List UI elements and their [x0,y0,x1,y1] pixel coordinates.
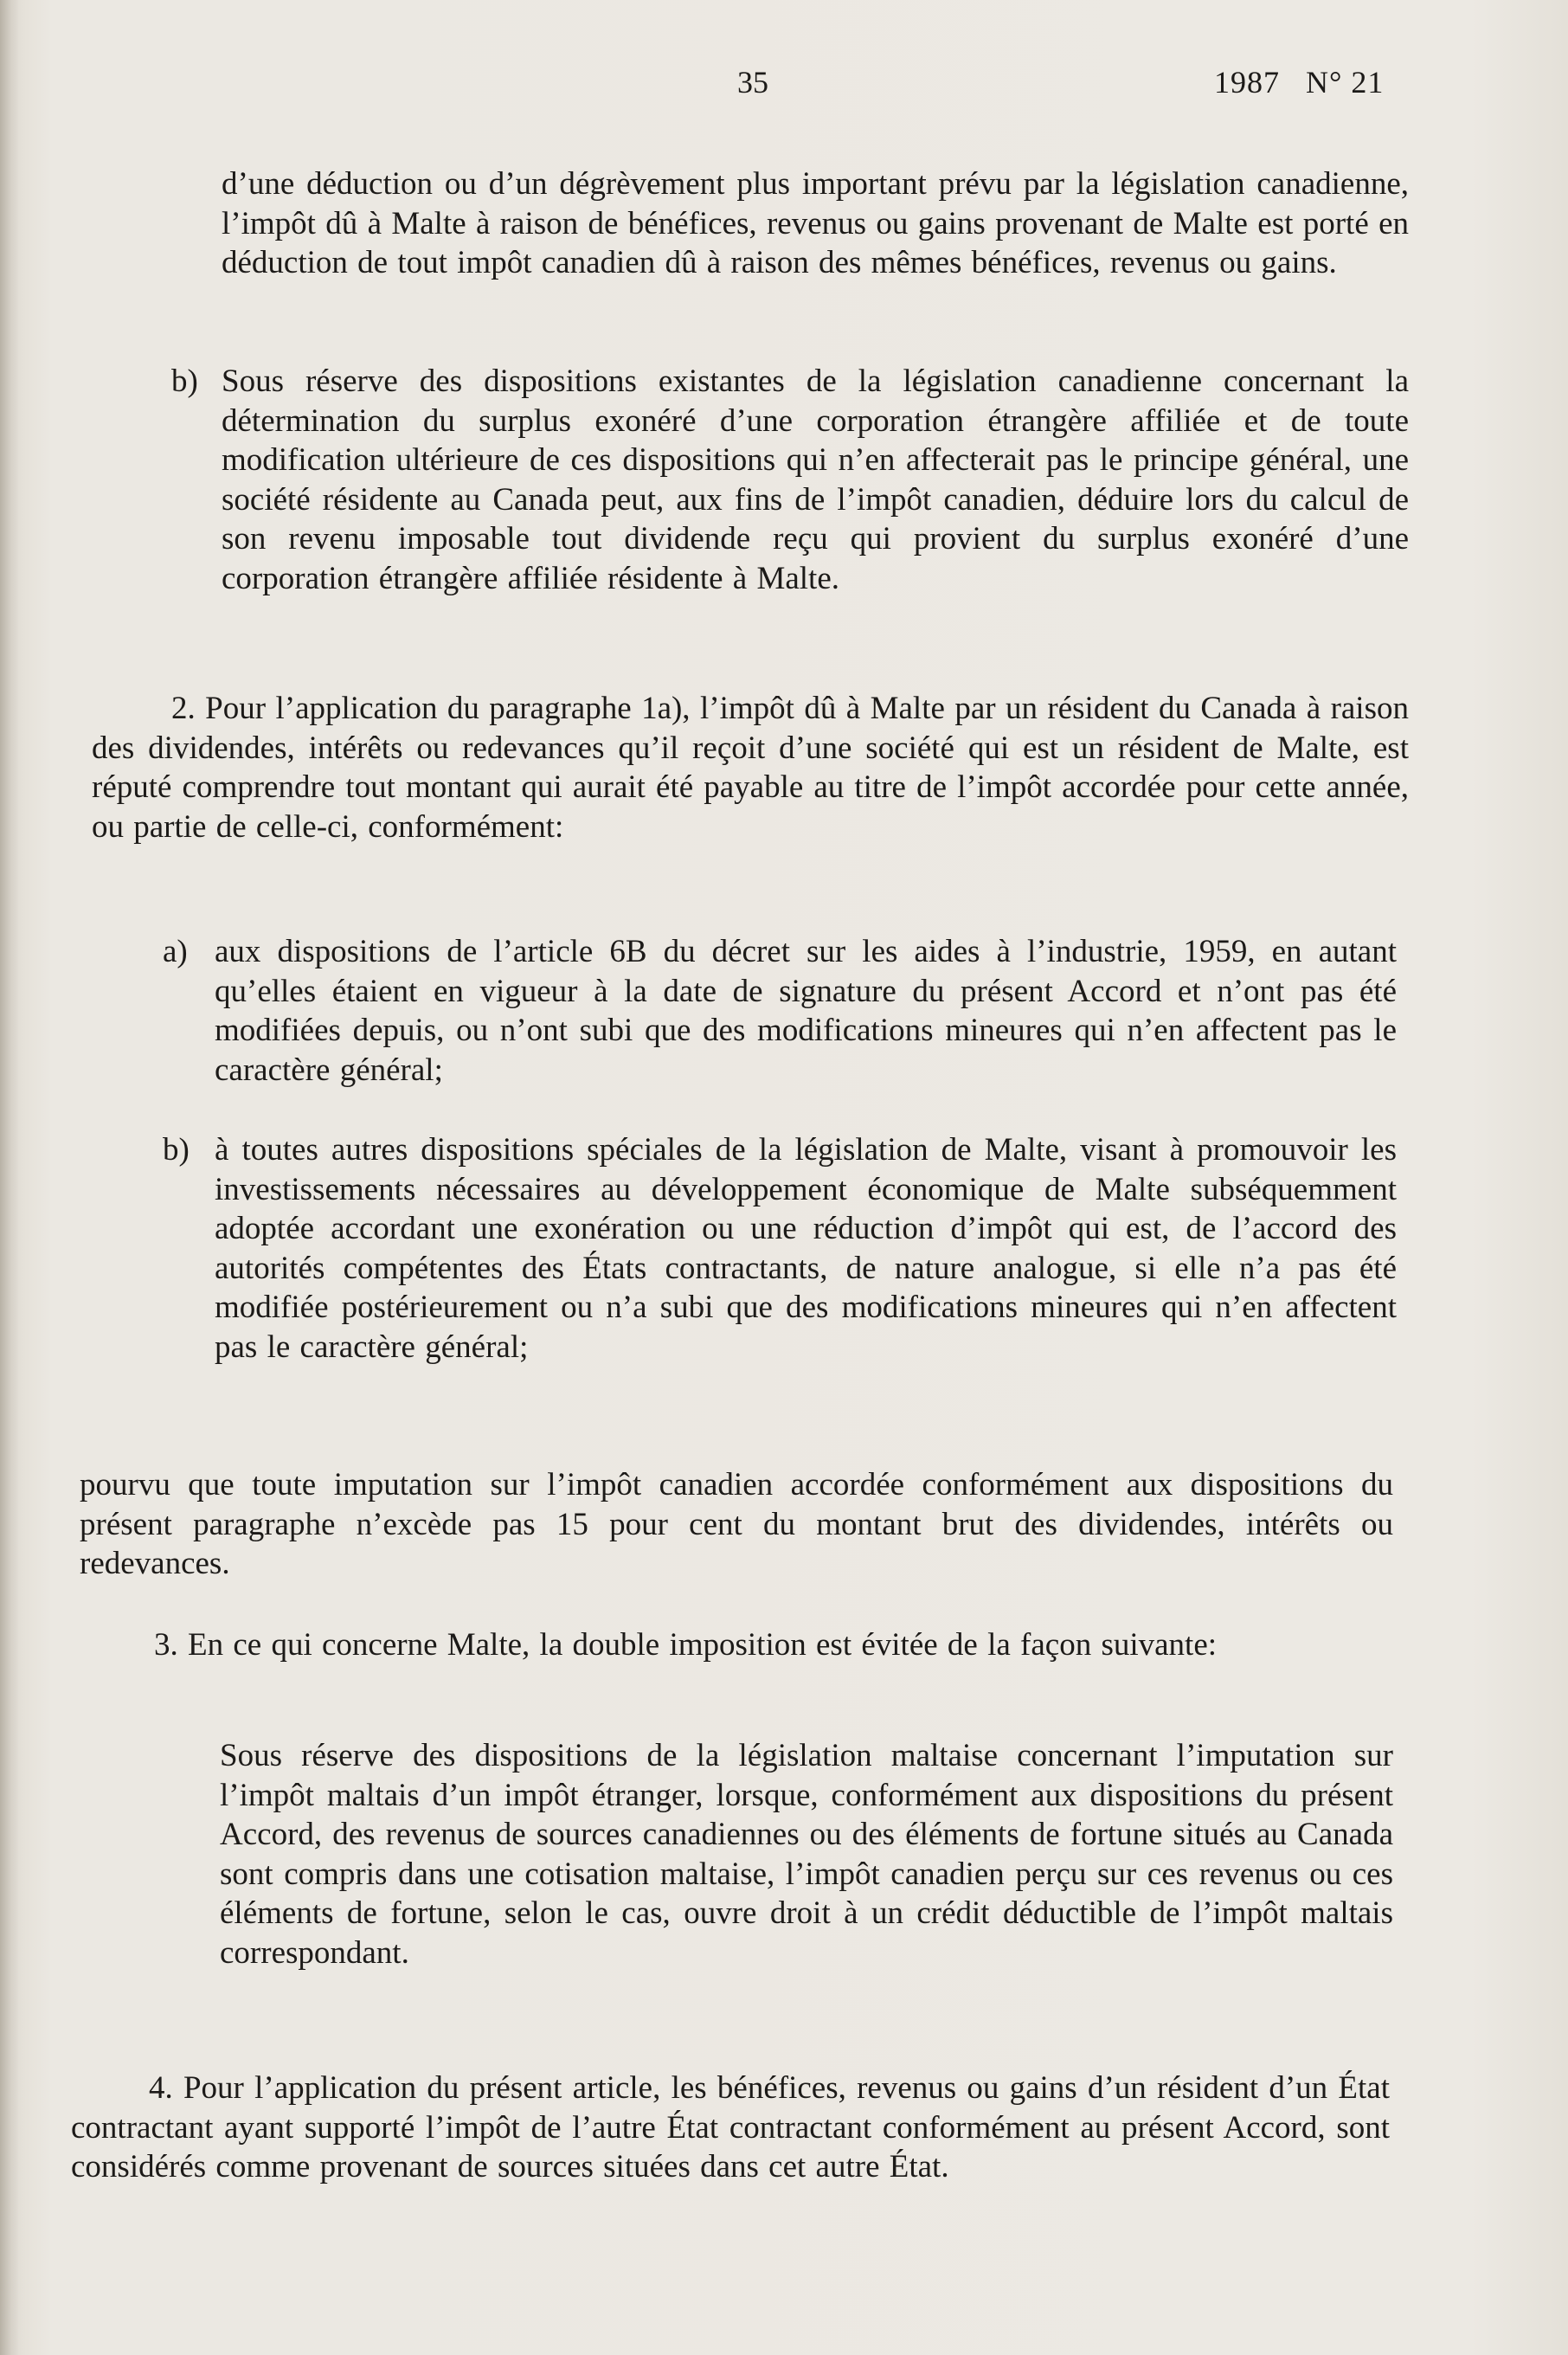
item-b-label: b) [171,364,198,399]
sub-b-label: b) [163,1132,190,1168]
paragraph-3-quote-text: Sous réserve des dispositions de la législation maltaise concernant l’imputation sur l’impôt maltais d’un impôt étranger, lorsque, conformément aux dispositions du présent Accord, des revenus de sources canadiennes ou des éléments de fortune situés au Canada sont compris dans une cotisation maltaise, l’impôt canadien perçu sur ces revenus ou ces éléments de fortune, selon le cas, ouvre droit à un crédit déductible de l’impôt maltais correspondant. [220,1738,1393,1971]
item-b-text [222,362,1409,598]
page-header [0,64,1568,107]
paragraph-proviso [80,1465,1393,1584]
sub-a-label: a) [163,934,188,969]
paragraph-4 [71,2069,1390,2187]
paragraph-3-text: 3. En ce qui concerne Malte, la double imposition est évitée de la façon suivante: [154,1627,1218,1663]
paragraph-4-text: 4. Pour l’application du présent article, les bénéfices, revenus ou gains d’un résident d’un État contractant ayant supporté l’impôt de l’autre État contractant conformément au présent Accord, sont considérés comme provenant de sources situées dans cet autre État. [71,2070,1390,2184]
paragraph-intro-text: d’une déduction ou d’un dégrèvement plus important prévu par la législation canadienne, l’impôt dû à Malte à raison de bénéfices, revenus ou gains provenant de Malte est porté en déduction de tout impôt canadien dû à raison des mêmes bénéfices, revenus ou gains. [222,166,1409,280]
paragraph-proviso-text: pourvu que toute imputation sur l’impôt canadien accordée conformément aux dispositions du présent paragraphe n’excède pas 15 pour cent du montant brut des dividendes, intérêts ou redevances. [80,1467,1393,1581]
gazette-number: N° 21 [1306,65,1385,100]
sub-b-text [215,1130,1397,1367]
sub-a-body: aux dispositions de l’article 6B du décret sur les aides à l’industrie, 1959, en autant qu’elles étaient en vigueur à la date de signature du présent Accord et n’ont pas été modifiées depuis, ou n’ont subi que des modifications mineures qui n’en affectent pas le caractère général; [215,934,1397,1088]
page-number: 35 [737,65,768,100]
paragraph-3 [80,1625,1391,1665]
item-b-body: Sous réserve des dispositions existantes de la législation canadienne concernant la détermination du surplus exonéré d’une corporation étrangère affiliée et de toute modification ultérieure de ces dispositions qui n’en affecterait pas le principe général, une société résidente au Canada peut, aux fins de l’impôt canadien, déduire lors du calcul de son revenu imposable tout dividende reçu qui provient du surplus exonéré d’une corporation étrangère affiliée résidente à Malte. [222,364,1409,596]
paragraph-2-text: 2. Pour l’application du paragraphe 1a), l’impôt dû à Malte par un résident du Canada à raison des dividendes, intérêts ou redevances qu’il reçoit d’une société qui est un résident de Malte, est réputé comprendre tout montant qui aurait été payable au titre de l’impôt accordée pour cette année, ou partie de celle-ci, conformément: [92,691,1409,845]
gazette-year: 1987 [1214,65,1280,100]
sub-a-text [215,932,1397,1090]
sub-b-body: à toutes autres dispositions spéciales de la législation de Malte, visant à promouvoir les investissements nécessaires au développement économique de Malte subséquemment adoptée accordant une exonération ou une réduction d’impôt qui est, de l’accord des autorités compétentes des États contractants, de nature analogue, si elle n’a pas été modifiée postérieurement ou n’a subi que des modifications mineures qui n’en affectent pas le caractère général; [215,1132,1397,1365]
binding-shadow [0,0,19,2355]
paragraph-intro [222,164,1409,283]
paragraph-2 [92,689,1409,846]
gazette-issue [1214,64,1384,100]
paragraph-3-quote [220,1736,1393,1972]
